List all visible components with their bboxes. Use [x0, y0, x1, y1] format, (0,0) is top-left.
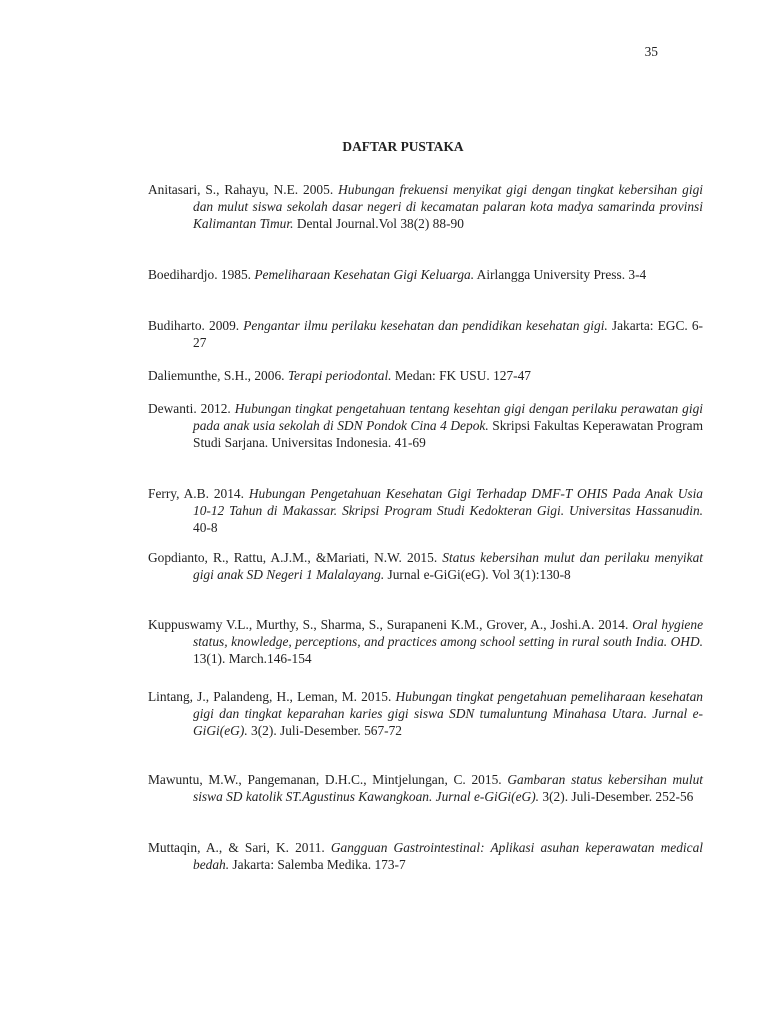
reference-entry: Anitasari, S., Rahayu, N.E. 2005. Hubungan frekuensi menyikat gigi dengan tingkat kebersihan gigi dan mulut siswa sekolah dasar negeri di kecamatan palaran kota madya samarinda provinsi Kalimantan Timur. Dental Journal.Vol 38(2) 88-90 [148, 182, 703, 231]
reference-entry: Daliemunthe, S.H., 2006. Terapi periodontal. Medan: FK USU. 127-47 [148, 368, 531, 383]
reference-entry: Budiharto. 2009. Pengantar ilmu perilaku kesehatan dan pendidikan kesehatan gigi. Jakarta: EGC. 6-27 [148, 318, 704, 350]
reference-entry: Muttaqin, A., & Sari, K. 2011. Gangguan Gastrointestinal: Aplikasi asuhan keperawatan medical bedah. Jakarta: Salemba Medika. 173-7 [148, 840, 703, 872]
reference-entry: Lintang, J., Palandeng, H., Leman, M. 2015. Hubungan tingkat pengetahuan pemeliharaan kesehatan gigi dan tingkat keparahan karies gigi siswa SDN tumaluntung Minahasa Utara. Jurnal e-GiGi(eG). 3(2). Juli-Desember. 567-72 [148, 689, 703, 738]
reference-entry: Mawuntu, M.W., Pangemanan, D.H.C., Mintjelungan, C. 2015. Gambaran status kebersihan mulut siswa SD katolik ST.Agustinus Kawangkoan. Jurnal e-GiGi(eG). 3(2). Juli-Desember. 252-56 [148, 772, 703, 804]
reference-entry: Gopdianto, R., Rattu, A.J.M., &Mariati, N.W. 2015. Status kebersihan mulut dan perilaku menyikat gigi anak SD Negeri 1 Malalayang. Jurnal e-GiGi(eG). Vol 3(1):130-8 [148, 550, 703, 582]
page-number: 35 [644, 44, 658, 59]
page-title: DAFTAR PUSTAKA [342, 139, 464, 154]
reference-entry: Boedihardjo. 1985. Pemeliharaan Kesehatan Gigi Keluarga. Airlangga University Press. 3-4 [148, 267, 647, 282]
reference-entry: Ferry, A.B. 2014. Hubungan Pengetahuan Kesehatan Gigi Terhadap DMF-T OHIS Pada Anak Usia 10-12 Tahun di Makassar. Skripsi Program Studi Kedokteran Gigi. Universitas Hassanudin. 40-8 [148, 486, 703, 535]
reference-entry: Dewanti. 2012. Hubungan tingkat pengetahuan tentang kesehtan gigi dengan perilaku perawatan gigi pada anak usia sekolah di SDN Pondok Cina 4 Depok. Skripsi Fakultas Keperawatan Program Studi Sarjana. Universitas Indonesia. 41-69 [148, 401, 703, 450]
reference-entry: Kuppuswamy V.L., Murthy, S., Sharma, S., Surapaneni K.M., Grover, A., Joshi.A. 2014. Oral hygiene status, knowledge, perceptions, and practices among school setting in rural south India. OHD. 13(1). March.146-154 [148, 617, 704, 666]
